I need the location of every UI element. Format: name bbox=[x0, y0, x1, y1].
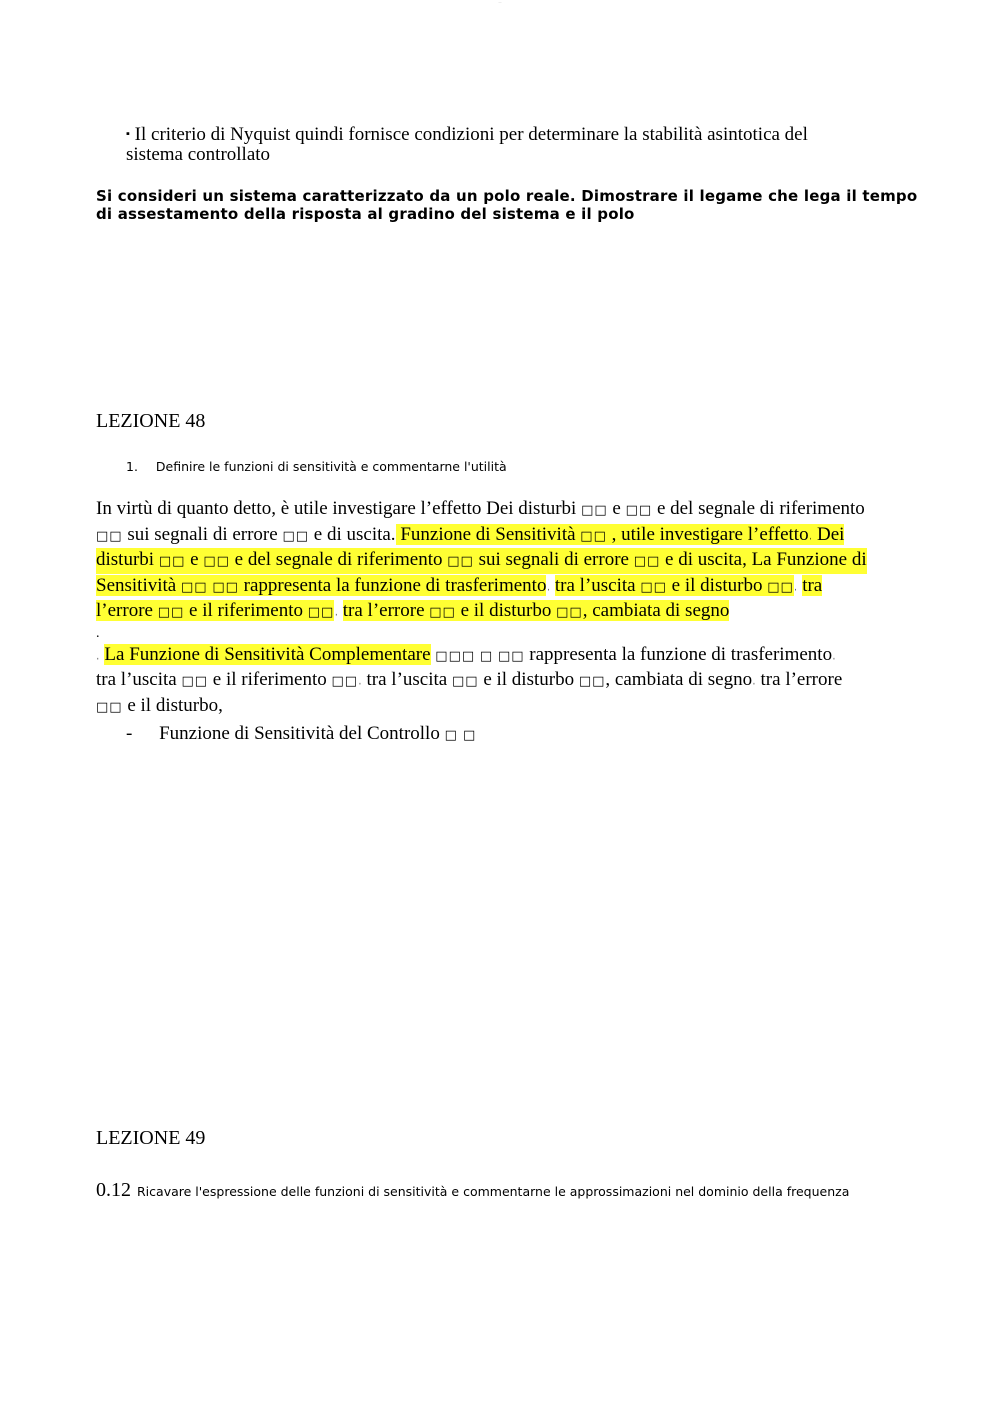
question-text-49: Ricavare l'espressione delle funzioni di sensitività e commentarne le approssimazioni nel dominio della frequenza bbox=[137, 1184, 850, 1199]
page-header-mark: — bbox=[498, 0, 502, 4]
question-pole bbox=[96, 187, 926, 223]
lezione-49-heading: LEZIONE 49 bbox=[96, 1127, 206, 1149]
lezione-48-heading: LEZIONE 48 bbox=[96, 410, 206, 432]
nyquist-line-2: sistema controllato bbox=[126, 144, 271, 165]
dash-bullet: - bbox=[126, 723, 133, 744]
para-line-4: Sensitività □□ □□ rappresenta la funzione di trasferimentoˌ tra l’uscita □□ e il disturbo □□ˌ tra bbox=[96, 574, 823, 596]
para-line-1: In virtù di quanto detto, è utile investigare l’effetto Dei disturbi □□ e □□ e del segnale di riferimento bbox=[96, 498, 865, 519]
nyquist-paragraph bbox=[126, 124, 926, 165]
lezione-49-question bbox=[96, 1179, 976, 1202]
nyquist-line-1 bbox=[126, 124, 926, 145]
para-period: . bbox=[96, 625, 100, 641]
question-number-49: 0.12 bbox=[96, 1179, 131, 1201]
lezione-48-question bbox=[126, 459, 507, 474]
sensitivity-paragraph bbox=[96, 497, 916, 748]
para2-line-3: □□ e il disturbo, bbox=[96, 694, 223, 716]
nyquist-text-1: Il criterio di Nyquist quindi fornisce condizioni per determinare la stabilità asintotica del bbox=[134, 124, 808, 145]
para2-line-2: tra l’uscita □□ e il riferimento □□ˌ tra l’uscita □□ e il disturbo □□, cambiata di segnoˌ tra l’errore bbox=[96, 669, 843, 690]
para-line-5: l’errore □□ e il riferimento □□ˌ tra l’errore □□ e il disturbo □□, cambiata di segno bbox=[96, 600, 730, 621]
question-pole-line-1: Si consideri un sistema caratterizzato da un polo reale. Dimostrare il legame che lega il tempo bbox=[96, 187, 918, 205]
question-text: Definire le funzioni di sensitività e commentarne l'utilità bbox=[155, 459, 507, 474]
para2-line-1: ˌ La Funzione di Sensitività Complementare □□□ □ □□ rappresenta la funzione di trasferimentoˌ bbox=[96, 643, 836, 665]
bullet-icon: ▪ bbox=[126, 128, 130, 140]
question-pole-line-2: di assestamento della risposta al gradino del sistema e il polo bbox=[96, 205, 635, 223]
para-line-2: □□ sui segnali di errore □□ e di uscita. Funzione di Sensitività □□ , utile investigare l’effettoˌ Dei bbox=[96, 523, 845, 545]
dash-list-item: - Funzione di Sensitività del Controllo □ □ bbox=[126, 723, 477, 744]
para-line-3: disturbi □□ e □□ e del segnale di riferimento □□ sui segnali di errore □□ e di uscita, La Funzione di bbox=[96, 548, 867, 574]
question-number: 1. bbox=[126, 459, 138, 474]
